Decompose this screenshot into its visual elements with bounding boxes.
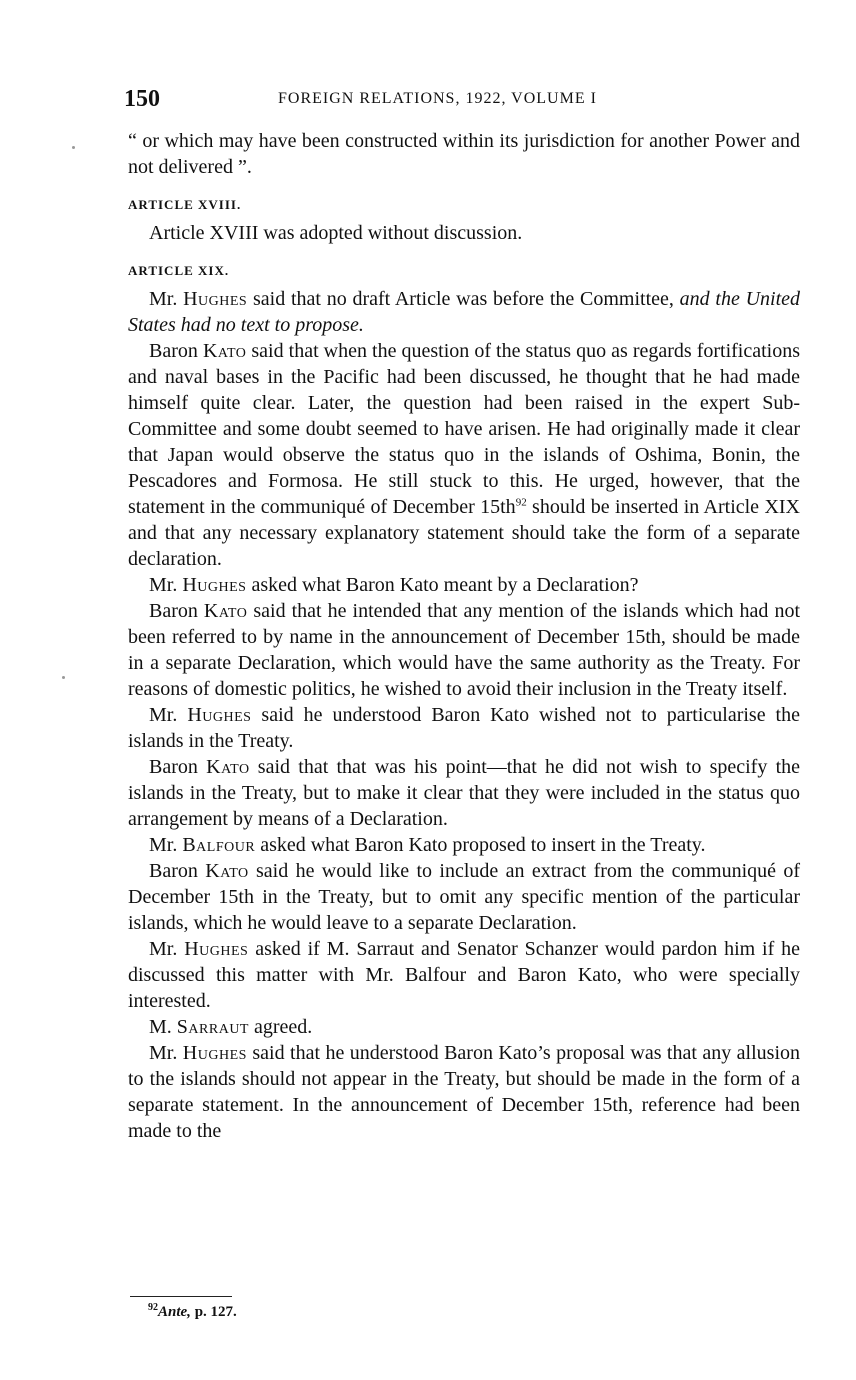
paragraph [128,1014,800,1040]
speaker-name: Kato [206,756,250,778]
speaker-title: Mr. [149,834,178,856]
running-title: FOREIGN RELATIONS, 1922, VOLUME I [278,90,597,107]
paragraph [128,832,800,858]
paragraph-text: should be inserted in Article XIX and that any necessary explanatory statement should take the form of a separate declaration. [128,496,800,570]
speaker-name: Balfour [182,834,256,856]
footnote-reference[interactable]: 92 [515,496,527,509]
paragraph-text: said that he understood Baron Kato’s proposal was that any allusion to the islands should not appear in the Treaty, but should be made in the form of a separate statement. In the announcement of December 15th, reference had been made to the [128,1042,801,1142]
paragraph-text: asked what Baron Kato proposed to insert in the Treaty. [255,834,706,856]
paragraph [128,702,800,754]
speaker-title: Mr. [149,938,178,960]
footnote [148,1302,237,1321]
paragraph [128,572,800,598]
speaker-name: Hughes [182,574,247,596]
speaker-title: Baron [149,860,198,882]
section-heading-article-19: ARTICLE XIX. [128,263,230,278]
body-text [128,128,800,1144]
margin-mark [72,146,75,149]
speaker-name: Kato [205,860,249,882]
paragraph [128,858,800,936]
paragraph-text: asked what Baron Kato meant by a Declaration? [246,574,639,596]
speaker-title: M. [149,1016,172,1038]
footnote-mark: 92 [148,1302,158,1313]
speaker-name: Hughes [187,704,252,726]
page-number: 150 [124,86,160,112]
paragraph [128,754,800,832]
paragraph [128,338,800,572]
paragraph-text: agreed. [248,1016,313,1038]
speaker-name: Sarraut [176,1016,249,1038]
paragraph-text: said he would like to include an extract from the communiqué of December 15th in the Treaty, but to omit any specific mention of the particular islands, which he would leave to a separate Declaration. [128,860,801,934]
paragraph [128,1040,800,1144]
speaker-name: Hughes [182,1042,247,1064]
paragraph-text: said he understood Baron Kato wished not to particularise the islands in the Treaty. [128,704,800,752]
footnote-divider [130,1296,232,1297]
paragraph-text: said that he intended that any mention of the islands which had not been referred to by name in the announcement of December 15th, should be made in a separate Declaration, which would have the same authority as the Treaty. For reasons of domestic politics, he wished to avoid their inclusion in the Treaty itself. [128,600,801,700]
paragraph-text: asked if M. Sarraut and Senator Schanzer would pardon him if he discussed this matter with Mr. Balfour and Baron Kato, who were specially interested. [128,938,801,1012]
speaker-name: Hughes [184,938,249,960]
speaker-title: Baron [149,340,198,362]
speaker-title: Mr. [149,574,178,596]
paragraph-text: said that that was his point—that he did not wish to specify the islands in the Treaty, but to make it clear that they were included in the status quo arrangement by means of a Declaration. [128,756,801,830]
speaker-title: Mr. [149,704,178,726]
page-header [124,86,800,116]
speaker-title: Baron [149,756,198,778]
paragraph-text: said that no draft Article was before the Committee, [247,288,680,310]
paragraph [128,286,800,338]
footnote-text: p. 127. [190,1304,237,1320]
speaker-title: Baron [149,600,198,622]
speaker-title: Mr. [149,1042,178,1064]
paragraph [128,598,800,702]
paragraph [128,936,800,1014]
speaker-name: Hughes [183,288,248,310]
speaker-name: Kato [203,600,248,622]
paragraph-text: said that when the question of the status quo as regards fortifications and naval bases in the Pacific had been discussed, he thought that he had made himself quite clear. Later, the question had been raised in the expert Sub-Committee and some doubt seemed to have arisen. He had originally made it clear that Japan would observe the status quo in the islands of Oshima, Bonin, the Pescadores and Formosa. He still stuck to this. He urged, however, that the statement in the communiqué of December 15th [128,340,801,518]
speaker-title: Mr. [149,288,178,310]
continued-paragraph: “ or which may have been constructed within its jurisdiction for another Power and not delivered ”. [128,130,800,178]
section-heading-article-18: ARTICLE XVIII. [128,197,242,212]
margin-mark [62,676,65,679]
footnote-italic: Ante, [158,1304,191,1320]
speaker-name: Kato [202,340,247,362]
paragraph-italic: and the United States had no text to propose. [128,288,801,336]
paragraph-article-18: Article XVIII was adopted without discussion. [149,222,523,244]
